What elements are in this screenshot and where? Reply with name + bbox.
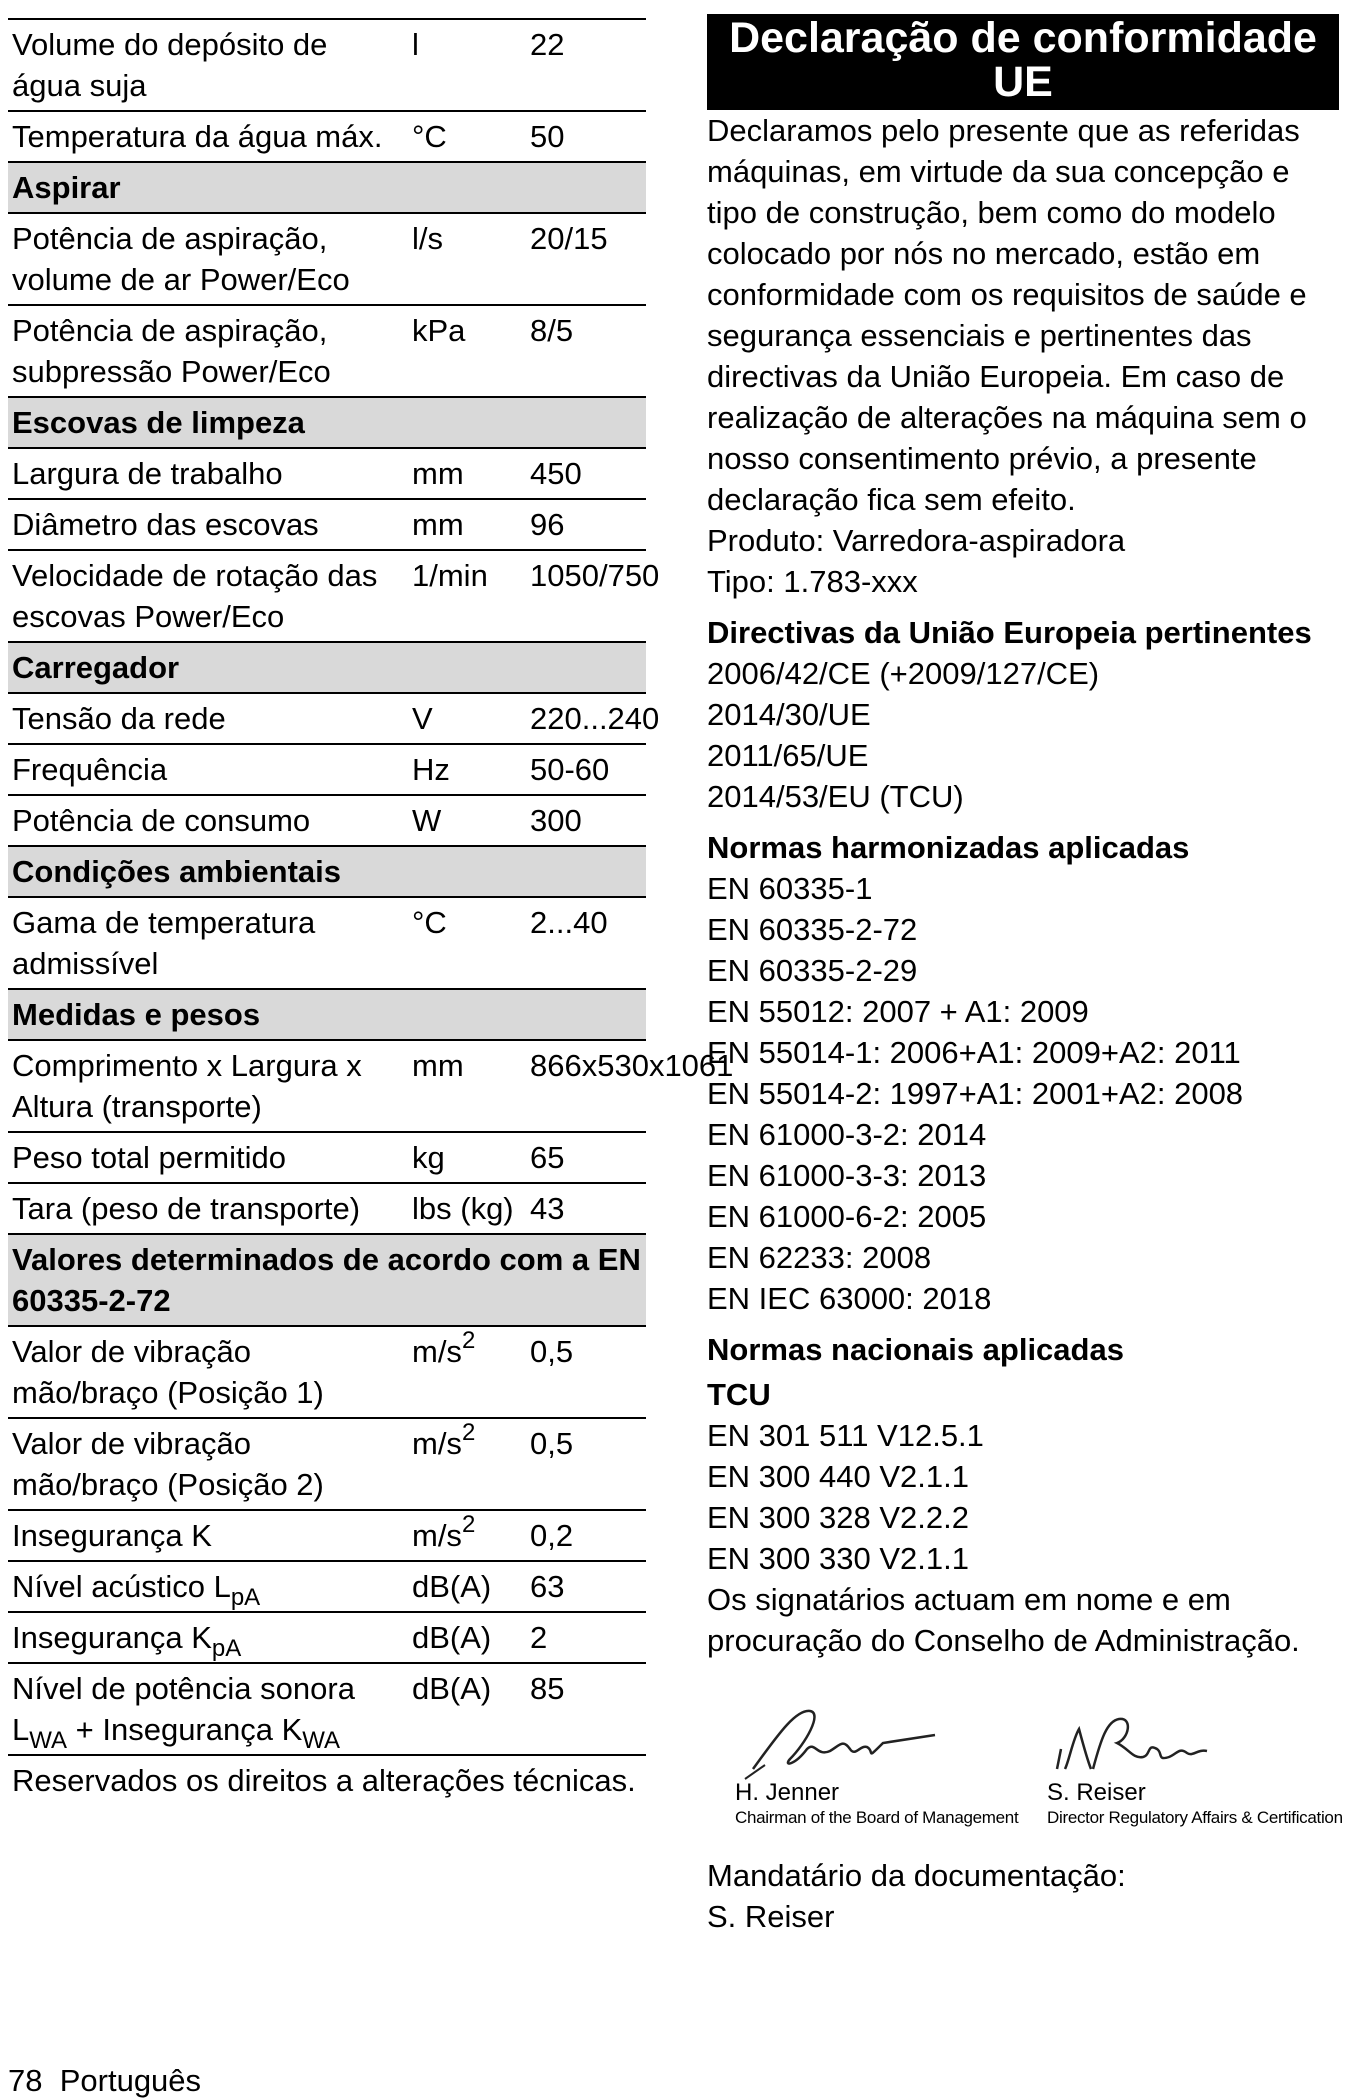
list-item: EN 55014-2: 1997+A1: 2001+A2: 2008 [707,1076,1244,1111]
signatures-block [707,1699,1343,1849]
list-item: 2006/42/CE (+2009/127/CE) [707,656,1100,691]
technical-data-table [8,18,734,1805]
spec-unit: dB(A) [406,1663,524,1755]
spec-unit: °C [406,111,524,162]
declaration-intro: Declaramos pelo presente que as referidas máquinas, em virtude da sua concepção e tipo de construção, bem como do modelo colocado por nós no mercado, estão em conformidade com os requisitos de saúde e segurança essenciais e pertinentes das directivas da União Europeia. Em caso de realização de alterações na máquina sem o nosso consentimento prévio, a presente declaração fica sem efeito. [707,113,1307,517]
table-row [8,1326,646,1418]
table-row [8,305,646,397]
mandate-label: Mandatário da documentação: [707,1858,1126,1893]
list-item: EN 60335-1 [707,871,873,906]
table-row [8,448,646,499]
table-row [8,1663,646,1755]
spec-unit: lbs (kg) [406,1183,524,1234]
spec-unit: $m/s^2$ [406,1510,524,1561]
list-item: EN IEC 63000: 2018 [707,1281,992,1316]
signer-role: Director Regulatory Affairs & Certification [1047,1808,1343,1827]
list-item: EN 61000-3-3: 2013 [707,1158,987,1193]
spec-value: 96 [524,499,646,550]
section-title: Carregador [8,642,646,693]
spec-unit: $m/s^2$ [406,1326,524,1418]
spec-label: Diâmetro das escovas [8,499,406,550]
spec-value: 63 [524,1561,646,1612]
spec-unit: Hz [406,744,524,795]
spec-unit: l [406,19,524,111]
spec-label: Volume do depósito de água suja [8,19,406,111]
section-header [8,1234,646,1326]
spec-label: Insegurança $K_{pA}$ [8,1612,406,1663]
spec-unit: $m/s^2$ [406,1418,524,1510]
section-header [8,642,646,693]
tcu-heading: TCU [707,1377,771,1412]
table-row [8,1755,646,1805]
spec-value: 50-60 [524,744,646,795]
section-title: Escovas de limpeza [8,397,646,448]
list-item: EN 300 328 V2.2.2 [707,1500,969,1535]
spec-label: Peso total permitido [8,1132,406,1183]
table-row [8,1561,646,1612]
table-row [8,213,646,305]
spec-value: 866x530x1061 [524,1040,646,1132]
spec-label: Tensão da rede [8,693,406,744]
list-item: EN 300 440 V2.1.1 [707,1459,969,1494]
spec-label: Velocidade de rotação das escovas Power/Eco [8,550,406,642]
spec-label: Valor de vibração mão/braço (Posição 2) [8,1418,406,1510]
list-item: EN 55012: 2007 + A1: 2009 [707,994,1089,1029]
list-item: EN 301 511 V12.5.1 [707,1418,984,1453]
section-title: Condições ambientais [8,846,646,897]
spec-label: Frequência [8,744,406,795]
spec-label: Nível acústico $L_{pA}$ [8,1561,406,1612]
spec-value: 0,5 [524,1418,646,1510]
list-item: EN 61000-6-2: 2005 [707,1199,987,1234]
spec-label: Insegurança K [8,1510,406,1561]
spec-value: 43 [524,1183,646,1234]
signer-role: Chairman of the Board of Management [735,1808,1019,1827]
spec-value: 1050/750 [524,550,646,642]
list-item: 2014/53/EU (TCU) [707,779,964,814]
table-row [8,499,646,550]
handwritten-signature-icon [735,1699,955,1789]
section-title: Aspirar [8,162,646,213]
spec-value: 85 [524,1663,646,1755]
spec-value: 20/15 [524,213,646,305]
spec-label: Potência de aspiração, subpressão Power/Eco [8,305,406,397]
section-header [8,162,646,213]
mandate-name: S. Reiser [707,1899,835,1934]
table-row [8,693,646,744]
table-row [8,550,646,642]
signature-reiser [1047,1699,1347,1829]
table-row [8,1132,646,1183]
list-item: EN 60335-2-29 [707,953,918,988]
spec-value: 2 [524,1612,646,1663]
section-title: Valores determinados de acordo com a EN 60335-2-72 [8,1234,646,1326]
spec-value: 50 [524,111,646,162]
spec-value: 65 [524,1132,646,1183]
spec-value: 2...40 [524,897,646,989]
spec-value: 22 [524,19,646,111]
spec-unit: mm [406,499,524,550]
spec-unit: °C [406,897,524,989]
list-item: EN 60335-2-72 [707,912,918,947]
section-header [8,989,646,1040]
table-row [8,19,646,111]
signature-jenner [735,1699,1035,1829]
page-number: 78 [8,2063,43,2098]
type-line: Tipo: 1.783-xxx [707,564,918,599]
spec-label: Comprimento x Largura x Altura (transporte) [8,1040,406,1132]
spec-value: 8/5 [524,305,646,397]
spec-label: Potência de consumo [8,795,406,846]
spec-label: Nível de potência sonora $L_{WA}$ + Insegurança $K_{WA}$ [8,1663,406,1755]
technical-data-column [8,18,734,1805]
table-row [8,744,646,795]
table-row [8,1183,646,1234]
harmonized-heading: Normas harmonizadas aplicadas [707,830,1190,865]
signer-name: H. Jenner [735,1779,840,1806]
directives-heading: Directivas da União Europeia pertinentes [707,615,1312,650]
spec-value: 450 [524,448,646,499]
section-title: Medidas e pesos [8,989,646,1040]
footer-language: Português [59,2063,202,2098]
list-item: 2011/65/UE [707,738,869,773]
spec-unit: 1/min [406,550,524,642]
spec-value: 220...240 [524,693,646,744]
spec-unit: V [406,693,524,744]
list-item: EN 61000-3-2: 2014 [707,1117,987,1152]
list-item: EN 300 330 V2.1.1 [707,1541,969,1576]
declaration-column [707,14,1343,1937]
spec-label: Gama de temperatura admissível [8,897,406,989]
spec-unit: mm [406,448,524,499]
spec-label: Temperatura da água máx. [8,111,406,162]
table-row [8,1612,646,1663]
product-line: Produto: Varredora-aspiradora [707,523,1126,558]
spec-unit: dB(A) [406,1561,524,1612]
spec-label: Tara (peso de transporte) [8,1183,406,1234]
signer-name: S. Reiser [1047,1779,1146,1806]
list-item: EN 55014-1: 2006+A1: 2009+A2: 2011 [707,1035,1241,1070]
section-header [8,397,646,448]
table-row [8,897,646,989]
national-heading: Normas nacionais aplicadas [707,1332,1124,1367]
spec-label: Largura de trabalho [8,448,406,499]
spec-label: Valor de vibração mão/braço (Posição 1) [8,1326,406,1418]
declaration-title: Declaração de conformidade UE [707,14,1339,110]
page-footer [8,2063,201,2099]
signatories-note: Os signatários actuam em nome e em procuração do Conselho de Administração. [707,1582,1300,1658]
spec-unit: W [406,795,524,846]
technical-changes-note: Reservados os direitos a alterações técnicas. [12,1763,636,1798]
spec-unit: l/s [406,213,524,305]
spec-unit: mm [406,1040,524,1132]
spec-unit: kg [406,1132,524,1183]
table-row [8,111,646,162]
table-row [8,1040,646,1132]
spec-value: 0,5 [524,1326,646,1418]
spec-unit: dB(A) [406,1612,524,1663]
section-header [8,846,646,897]
spec-value: 300 [524,795,646,846]
list-item: EN 62233: 2008 [707,1240,932,1275]
table-row [8,1510,646,1561]
table-row [8,795,646,846]
spec-value: 0,2 [524,1510,646,1561]
spec-unit: kPa [406,305,524,397]
handwritten-signature-icon [1047,1699,1247,1789]
list-item: 2014/30/UE [707,697,871,732]
table-row [8,1418,646,1510]
spec-label: Potência de aspiração, volume de ar Power/Eco [8,213,406,305]
